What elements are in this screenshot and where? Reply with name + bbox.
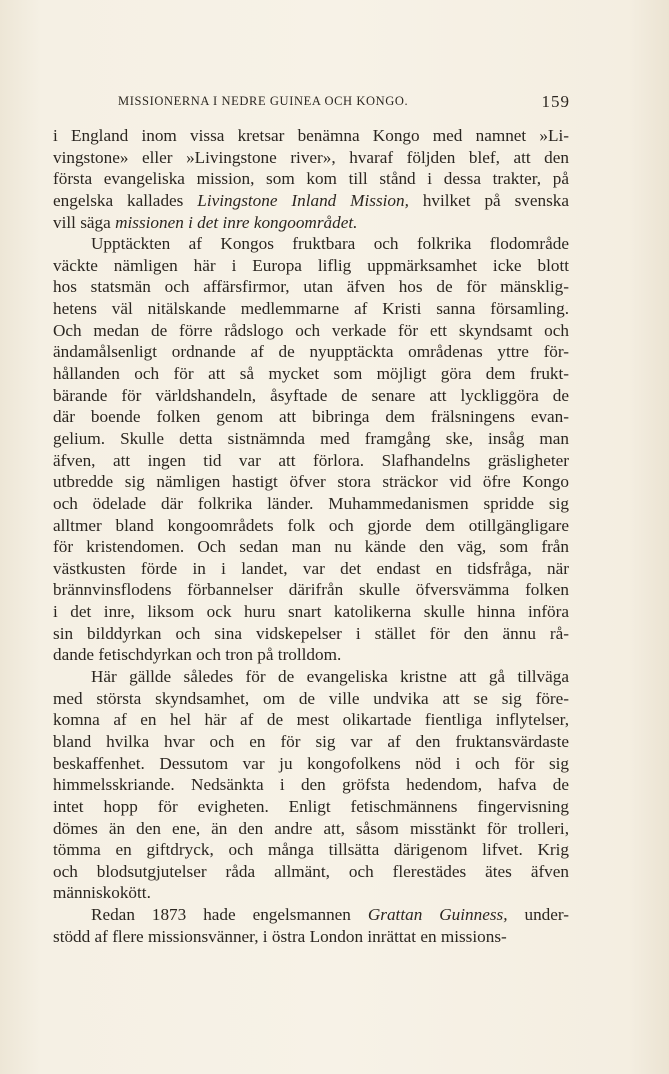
- text-line: [53, 190, 569, 212]
- running-title: MISSIONERNA I NEDRE GUINEA OCH KONGO.: [118, 94, 409, 108]
- text-run: hvilket på svenska: [408, 190, 569, 210]
- text-line: västkusten förde in i landet, var det endast en tidsfråga, när: [53, 558, 569, 578]
- text-line: alltmer bland kongoområdets folk och gjorde dem otillgängligare: [53, 515, 569, 535]
- text-line: beskaffenhet. Dessutom var ju kongofolkens nöd i och för sig: [53, 753, 569, 773]
- text-line: ändamålsenligt ordnande af de nyupptäckta områdenas yttre för-: [53, 342, 569, 362]
- text-line: väckte nämligen här i Europa liflig uppmärksamhet icke blott: [53, 255, 569, 275]
- body-text: [53, 125, 569, 947]
- text-line: bland hvilka hvar och en för sig var af den fruktansvärdaste: [53, 731, 569, 751]
- text-line: och ödelade där folkrika länder. Muhammedanismen spridde sig: [53, 493, 569, 513]
- text-line: hetens väl nitälskande medlemmarne af Kristi sanna församling.: [53, 299, 569, 319]
- text-line: stödd af flere missionsvänner, i östra London inrättat en missions-: [53, 926, 507, 946]
- text-line: komna af en hel här af de mest olikartade fientliga inflytelser,: [53, 710, 569, 730]
- text-line: tömma en giftdryck, och många tillsätta därigenom lifvet. Krig: [53, 840, 569, 860]
- text-line: i det inre, liksom ock huru snart katolikerna skulle hinna införa: [53, 602, 569, 622]
- italic-run: missionen i det inre kongoområdet.: [115, 212, 358, 232]
- text-line: bärande för världshandeln, åsyftade de senare att lyckliggöra de: [53, 385, 569, 405]
- text-line: hållanden och för att så mycket som möjligt göra dem frukt-: [53, 364, 569, 384]
- italic-run: Grattan Guinness,: [367, 905, 508, 925]
- text-line: [53, 904, 569, 926]
- text-line: Och medan de förre rådslogo och verkade för ett skyndsamt och: [53, 320, 569, 340]
- text-line: Upptäckten af Kongos fruktbara och folkrika flodområde: [91, 234, 569, 254]
- page-number: 159: [541, 92, 570, 111]
- text-run: Redan 1873 hade engelsmannen: [91, 905, 368, 925]
- text-line: himmelsskriande. Nedsänkta i den gröfsta hedendom, hafva de: [53, 775, 569, 795]
- text-line: med största skyndsamhet, om de ville undvika att se sig före-: [53, 688, 569, 708]
- text-line: gelium. Skulle detta sistnämnda med framgång ske, insåg man: [53, 428, 569, 448]
- text-line: sin bilddyrkan och sina vidskepelser i stället för den ännu rå-: [53, 623, 569, 643]
- text-run: under-: [507, 905, 569, 925]
- text-line: dande fetischdyrkan och tron på trolldom.: [53, 645, 342, 665]
- text-line: människokött.: [53, 883, 151, 903]
- text-line: vingstone» eller »Livingstone river», hvaraf följden blef, att den: [53, 147, 569, 167]
- text-line: hos statsmän och affärsfirmor, utan äfven hos de för mänsklig-: [53, 277, 569, 297]
- text-line: intet hopp för evigheten. Enligt fetischmännens fingervisning: [53, 796, 569, 816]
- text-line: där boende folken genom att bibringa dem frälsningens evan-: [53, 407, 569, 427]
- page-header: [118, 94, 570, 114]
- italic-run: Livingstone Inland Mission,: [197, 190, 409, 210]
- text-line: brännvinsflodens förbannelser därifrån skulle öfversvämma folken: [53, 580, 569, 600]
- text-line: [53, 212, 569, 234]
- text-run: vill säga: [53, 212, 116, 232]
- text-line: första evangeliska mission, som kom till stånd i dessa trakter, på: [53, 169, 569, 189]
- text-line: och blodsutgjutelser råda allmänt, och flerestädes ätes äfven: [53, 861, 569, 881]
- text-line: utbredde sig nämligen hastigt öfver stora sträckor vid öfre Kongo: [53, 472, 569, 492]
- text-line: äfven, att ingen tid var att förlora. Slafhandelns gräsligheter: [53, 450, 569, 470]
- text-line: i England inom vissa kretsar benämna Kongo med namnet »Li-: [53, 126, 569, 145]
- text-line: dömes än den ene, än den andre att, såsom misstänkt för trolleri,: [53, 818, 569, 838]
- text-run: engelska kallades: [53, 190, 198, 210]
- text-line: Här gällde således för de evangeliska kristne att gå tillväga: [91, 667, 569, 687]
- text-line: för kristendomen. Och sedan man nu kände den väg, som från: [53, 537, 569, 557]
